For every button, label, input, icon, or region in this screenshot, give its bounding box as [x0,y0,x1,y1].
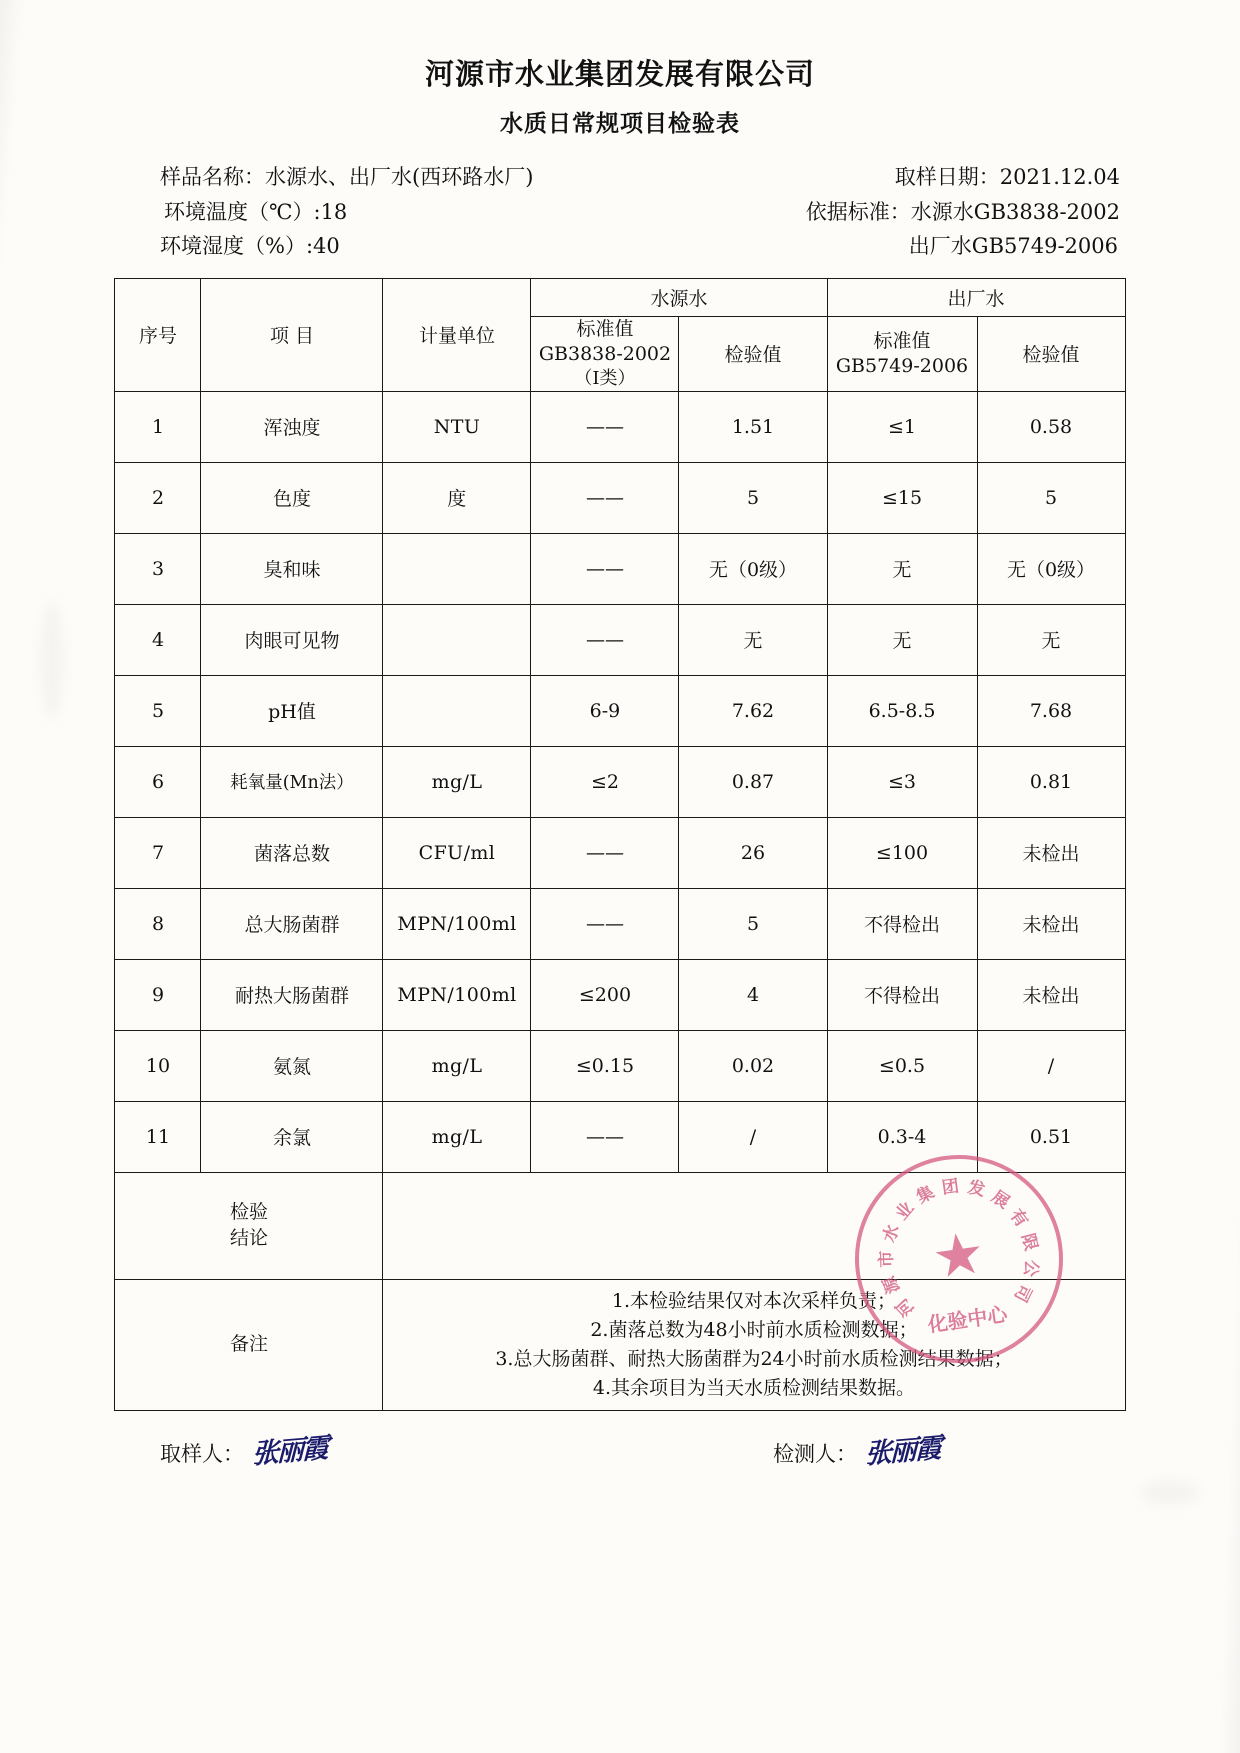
header-standard-source [531,316,679,391]
row-val-finished: 无 [977,604,1125,675]
row-val-finished: 无（0级） [977,533,1125,604]
row-std-source: —— [531,888,679,959]
sampler-signature: 张丽霞 [251,1432,328,1471]
row-std-source: ≤2 [531,746,679,817]
table-row [115,959,1125,1030]
row-std-finished: 无 [827,604,977,675]
table-row [115,604,1125,675]
row-unit: mg/L [383,746,531,817]
water-quality-table [114,278,1125,1411]
row-no: 6 [115,746,201,817]
signature-footer [0,1429,1240,1471]
row-std-finished: 不得检出 [827,888,977,959]
table-row [115,888,1125,959]
row-std-finished: ≤15 [827,462,977,533]
row-unit [383,533,531,604]
row-no: 5 [115,675,201,746]
row-no: 7 [115,817,201,888]
row-val-finished: 未检出 [977,817,1125,888]
row-item: 氨氮 [201,1030,383,1101]
row-val-finished: 0.58 [977,391,1125,462]
table-row [115,462,1125,533]
document-meta [0,160,1240,264]
row-std-finished: ≤3 [827,746,977,817]
seal-outer-text: 河 源 市 水 业 集 团 发 展 有 限 公 司 [876,1176,1042,1321]
conclusion-value [383,1172,1125,1279]
row-item: 耐热大肠菌群 [201,959,383,1030]
row-std-finished: 6.5-8.5 [827,675,977,746]
sample-name-value: 水源水、出厂水(西环路水厂) [265,165,534,189]
row-item: 浑浊度 [201,391,383,462]
header-standard-finished-line2: GB5749-2006 [835,354,969,377]
row-unit: MPN/100ml [383,959,531,1030]
header-standard-finished [827,316,977,391]
row-val-source: 0.02 [679,1030,827,1101]
row-unit [383,604,531,675]
sample-date-label: 取样日期： [894,165,1000,189]
tester-label: 检测人： [773,1441,857,1466]
table-row [115,746,1125,817]
row-item: 耗氧量(Mn法） [201,746,383,817]
sampler-block [160,1429,328,1471]
row-item: 色度 [201,462,383,533]
header-standard-source-line3: （Ⅰ类） [574,368,636,390]
remark-line-3: 3.总大肠菌群、耐热大肠菌群为24小时前水质检测结果数据； [495,1347,1013,1370]
header-value-source: 检验值 [679,316,827,391]
ambient-temperature: 环境温度（℃）:18 [164,199,348,224]
row-std-source: 6-9 [531,675,679,746]
row-item: 肉眼可见物 [201,604,383,675]
table-row [115,817,1125,888]
row-std-finished: ≤0.5 [827,1030,977,1101]
row-no: 4 [115,604,201,675]
remark-line-4: 4.其余项目为当天水质检测结果数据。 [592,1376,916,1399]
company-title: 河源市水业集团发展有限公司 [424,57,815,91]
conclusion-label-line1: 检验 [229,1201,268,1224]
seal-star-icon: ★ [927,1217,989,1293]
row-val-source: 无（0级） [679,533,827,604]
sampler-label: 取样人： [160,1441,244,1466]
remark-row [115,1279,1125,1410]
row-std-source: —— [531,391,679,462]
row-no: 11 [115,1101,201,1172]
row-std-finished: 不得检出 [827,959,977,1030]
row-std-finished: 无 [827,533,977,604]
table-row [115,533,1125,604]
row-item: 余氯 [201,1101,383,1172]
row-no: 8 [115,888,201,959]
row-val-finished: 未检出 [977,959,1125,1030]
header-standard-finished-line1: 标准值 [873,329,931,352]
row-val-finished: 0.81 [977,746,1125,817]
row-no: 9 [115,959,201,1030]
row-unit: 度 [383,462,531,533]
row-val-source: 0.87 [679,746,827,817]
row-unit [383,675,531,746]
sample-name-label: 样品名称： [160,165,265,189]
remark-line-1: 1.本检验结果仅对本次采样负责； [611,1290,897,1313]
table-row [115,1030,1125,1101]
ambient-humidity: 环境湿度（%）:40 [160,234,340,259]
row-no: 1 [115,391,201,462]
row-val-source: / [679,1101,827,1172]
table-row [115,675,1125,746]
row-val-source: 4 [679,959,827,1030]
row-std-source: —— [531,462,679,533]
tester-signature: 张丽霞 [864,1432,941,1471]
header-group-source-water: 水源水 [531,278,827,316]
conclusion-label-line2: 结论 [229,1226,268,1249]
remark-label: 备注 [115,1279,383,1410]
row-std-source: —— [531,817,679,888]
header-no: 序号 [115,278,201,391]
row-item: 总大肠菌群 [201,888,383,959]
standard-source-water: 水源水GB3838-2002 [910,199,1120,224]
row-val-source: 无 [679,604,827,675]
row-unit: MPN/100ml [383,888,531,959]
row-val-finished: 0.51 [977,1101,1125,1172]
header-standard-source-line1: 标准值 [576,317,634,340]
row-val-source: 7.62 [679,675,827,746]
row-std-finished: ≤100 [827,817,977,888]
row-val-source: 26 [679,817,827,888]
tester-block [773,1429,941,1471]
header-unit: 计量单位 [383,278,531,391]
row-no: 10 [115,1030,201,1101]
row-std-source: —— [531,604,679,675]
row-val-source: 5 [679,462,827,533]
row-item: 臭和味 [201,533,383,604]
conclusion-row [115,1172,1125,1279]
header-group-finished-water: 出厂水 [827,278,1125,316]
row-unit: mg/L [383,1030,531,1101]
row-val-finished: / [977,1030,1125,1101]
conclusion-label [115,1172,383,1279]
sample-date-value: 2021.12.04 [999,165,1120,189]
row-std-finished: 0.3-4 [827,1101,977,1172]
table-row [115,391,1125,462]
row-no: 3 [115,533,201,604]
row-std-source: ≤0.15 [531,1030,679,1101]
row-val-source: 1.51 [679,391,827,462]
header-standard-source-line2: GB3838-2002 [538,343,672,365]
row-unit: CFU/ml [383,817,531,888]
row-item: 菌落总数 [201,817,383,888]
row-unit: mg/L [383,1101,531,1172]
header-item: 项 目 [201,278,383,391]
row-val-finished: 5 [977,462,1125,533]
row-no: 2 [115,462,201,533]
remark-line-2: 2.菌落总数为48小时前水质检测数据； [590,1318,918,1341]
row-val-source: 5 [679,888,827,959]
standard-finished-water: 出厂水GB5749-2006 [908,234,1118,259]
row-std-finished: ≤1 [827,391,977,462]
standard-label: 依据标准： [805,199,911,224]
row-item: pH值 [201,675,383,746]
row-std-source: ≤200 [531,959,679,1030]
row-val-finished: 7.68 [977,675,1125,746]
row-std-source: —— [531,533,679,604]
row-std-source: —— [531,1101,679,1172]
row-unit: NTU [383,391,531,462]
row-val-finished: 未检出 [977,888,1125,959]
table-row [115,1101,1125,1172]
header-value-finished: 检验值 [977,316,1125,391]
seal-center-text: 化验中心 [926,1301,1009,1337]
remark-content [383,1279,1125,1410]
page-title: 水质日常规项目检验表 [500,110,740,137]
